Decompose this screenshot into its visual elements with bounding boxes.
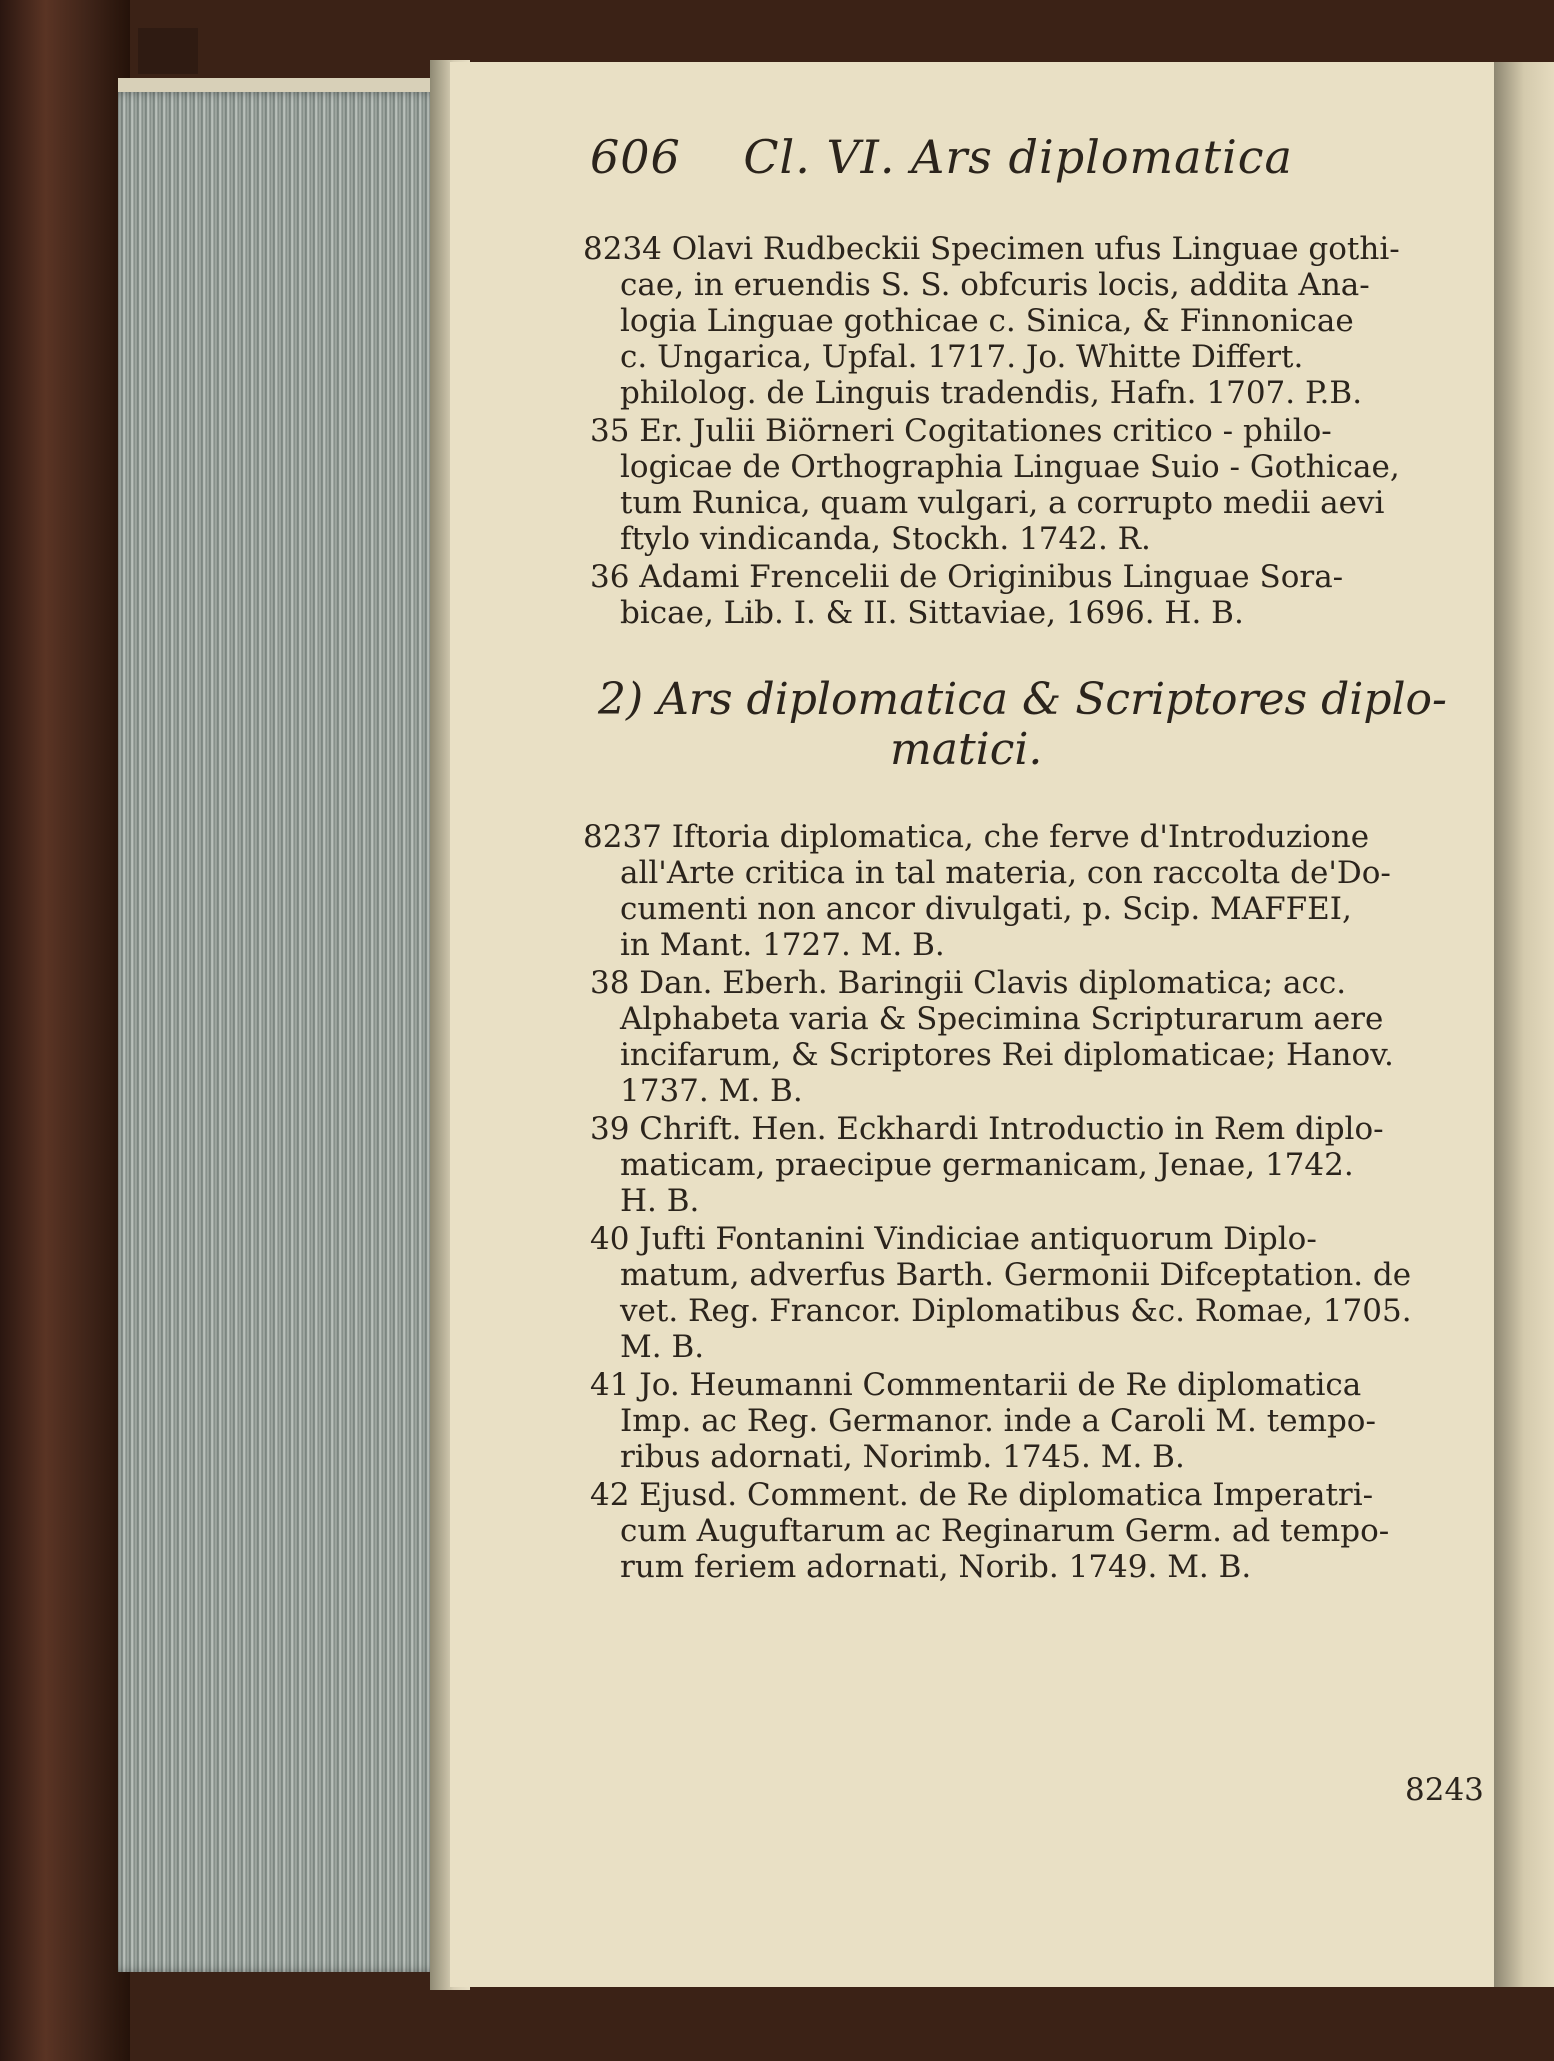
- entry-line: 1737. M. B.: [620, 1073, 803, 1109]
- entry-line: incifarum, & Scriptores Rei diplomaticae; Hanov.: [620, 1037, 1394, 1073]
- entry-line: ribus adornati, Norimb. 1745. M. B.: [620, 1439, 1185, 1475]
- header-title: Cl. VI. Ars diplomatica: [743, 130, 1293, 184]
- entry-line: 39 Chrift. Hen. Eckhardi Introductio in Rem diplo-: [590, 1111, 1384, 1147]
- entry-line: 8237 Iftoria diplomatica, che ferve d'Introduzione: [583, 819, 1370, 855]
- entry-line: in Mant. 1727. M. B.: [620, 927, 945, 963]
- entry-line: 36 Adami Frencelii de Originibus Linguae Sora-: [590, 559, 1344, 595]
- entry-line: Imp. ac Reg. Germanor. inde a Caroli M. tempo-: [620, 1403, 1376, 1439]
- entry-line: philolog. de Linguis tradendis, Hafn. 1707. P.B.: [620, 375, 1363, 411]
- entry-line: 35 Er. Julii Biörneri Cogitationes critico - philo-: [590, 413, 1332, 449]
- section-heading: 2) Ars diplomatica & Scriptores diplo-: [598, 674, 1447, 725]
- entry-line: 40 Jufti Fontanini Vindiciae antiquorum Diplo-: [590, 1221, 1317, 1257]
- entry-line: H. B.: [620, 1183, 700, 1219]
- catchword: 8243: [1405, 1772, 1484, 1808]
- entry-line: logicae de Orthographia Linguae Suio - Gothicae,: [620, 449, 1400, 485]
- running-header: [590, 130, 1293, 184]
- section-heading-cont: matici.: [890, 724, 1043, 775]
- entry-line: 8234 Olavi Rudbeckii Specimen ufus Linguae gothi-: [583, 231, 1400, 267]
- entry-line: logia Linguae gothicae c. Sinica, & Finnonicae: [620, 303, 1354, 339]
- entry-line: cum Auguftarum ac Reginarum Germ. ad tempo-: [620, 1513, 1390, 1549]
- facing-page-edge: [1494, 62, 1554, 1987]
- page-number: 606: [590, 130, 681, 184]
- book-page: [450, 62, 1494, 1987]
- entry-line: cumenti non ancor divulgati, p. Scip. MAFFEI,: [620, 891, 1352, 927]
- entry-line: vet. Reg. Francor. Diplomatibus &c. Romae, 1705.: [620, 1293, 1412, 1329]
- entry-line: all'Arte critica in tal materia, con raccolta de'Do-: [620, 855, 1391, 891]
- entry-line: 38 Dan. Eberh. Baringii Clavis diplomatica; acc.: [590, 965, 1347, 1001]
- page-block-edges: [118, 92, 440, 1972]
- book-cover: [0, 0, 130, 2061]
- entry-line: Alphabeta varia & Specimina Scripturarum aere: [620, 1001, 1384, 1037]
- entry-line: bicae, Lib. I. & II. Sittaviae, 1696. H. B.: [620, 595, 1244, 631]
- entry-line: cae, in eruendis S. S. obfcuris locis, addita Ana-: [620, 267, 1370, 303]
- entry-line: rum feriem adornati, Norib. 1749. M. B.: [620, 1549, 1252, 1585]
- entry-line: M. B.: [620, 1329, 705, 1365]
- cover-label: [138, 28, 198, 74]
- entry-line: 42 Ejusd. Comment. de Re diplomatica Imperatri-: [590, 1477, 1374, 1513]
- entry-line: 41 Jo. Heumanni Commentarii de Re diplomatica: [590, 1367, 1362, 1403]
- entry-line: tum Runica, quam vulgari, a corrupto medii aevi: [620, 485, 1385, 521]
- entry-line: maticam, praecipue germanicam, Jenae, 1742.: [620, 1147, 1354, 1183]
- entry-line: ftylo vindicanda, Stockh. 1742. R.: [620, 521, 1151, 557]
- entry-line: c. Ungarica, Upfal. 1717. Jo. Whitte Differt.: [620, 339, 1304, 375]
- page-text: [450, 62, 1494, 1987]
- entry-line: matum, adverfus Barth. Germonii Difceptation. de: [620, 1257, 1412, 1293]
